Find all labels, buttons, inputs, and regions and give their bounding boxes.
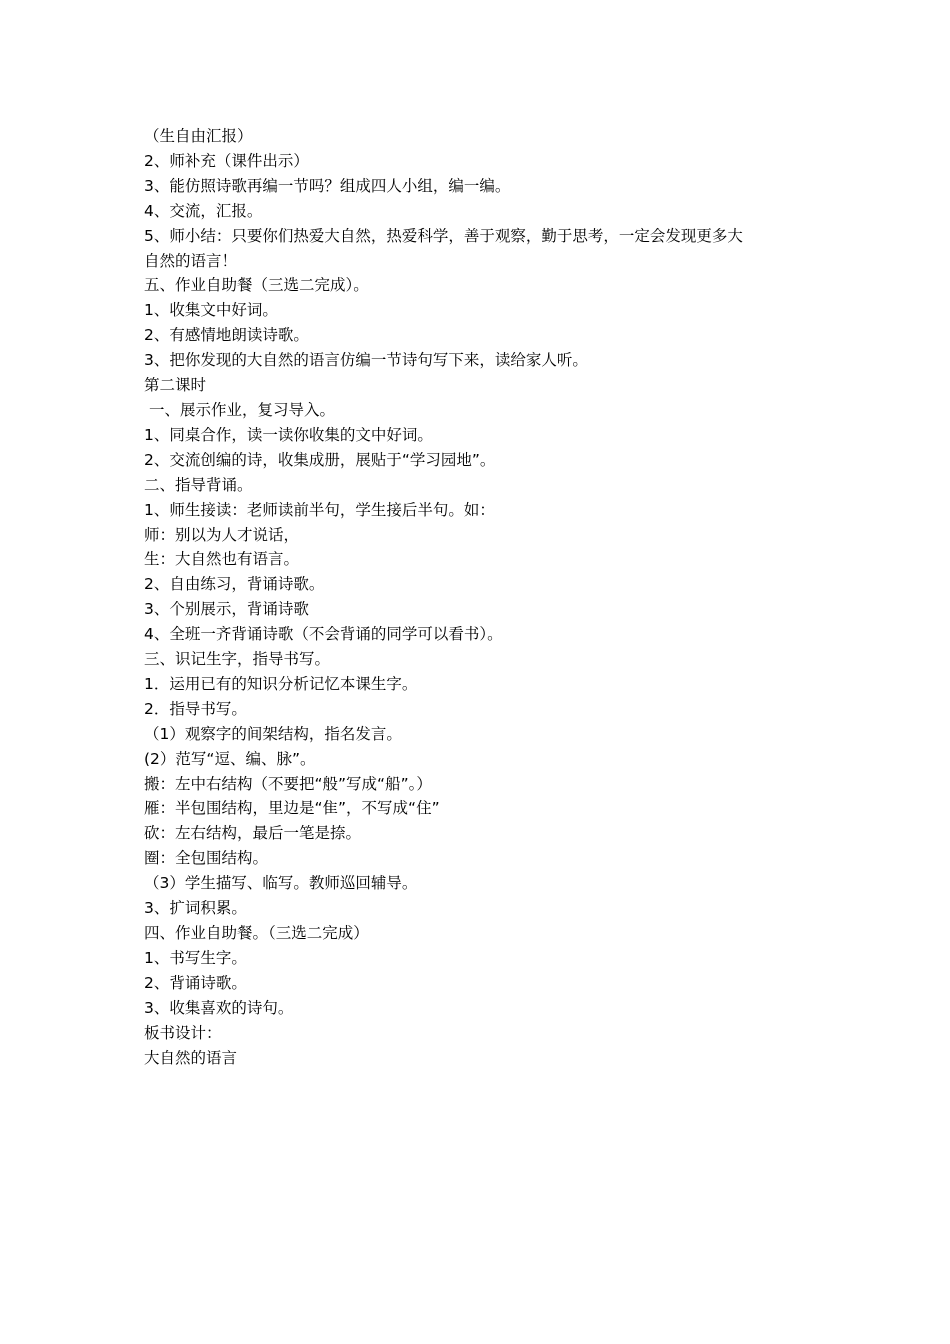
text-line: 1、收集文中好词。	[144, 301, 278, 320]
text-line: 2、交流创编的诗，收集成册，展贴于“学习园地”。	[144, 450, 496, 469]
text-line: 砍：左右结构，最后一笔是捺。	[144, 824, 362, 843]
text-line: 自然的语言！	[144, 251, 238, 270]
text-line: 1、师生接读：老师读前半句，学生接后半句。如：	[144, 500, 495, 519]
section-heading: 四、作业自助餐。（三选二完成）	[144, 924, 369, 942]
text-line: 5、师小结：只要你们热爱大自然，热爱科学，善于观察，勤于思考，一定会发现更多大	[144, 226, 743, 245]
text-line: 3、把你发现的大自然的语言仿编一节诗句写下来，读给家人听。	[144, 351, 588, 370]
text-line: 4、交流，汇报。	[144, 201, 263, 220]
text-line: 搬：左中右结构（不要把“般”写成“船”。）	[144, 774, 432, 793]
document-body	[144, 124, 824, 1070]
section-heading: 五、作业自助餐（三选二完成）。	[144, 276, 369, 295]
section-heading: 三、识记生字，指导书写。	[144, 650, 331, 669]
text-line: 3、能仿照诗歌再编一节吗？组成四人小组，编一编。	[144, 176, 511, 195]
text-line: 大自然的语言	[144, 1048, 238, 1067]
text-line: (2）范写“逗、编、脉”。	[144, 749, 316, 768]
text-line: 师：别以为人才说话，	[144, 525, 300, 544]
section-heading: 一、展示作业，复习导入。	[144, 400, 335, 419]
text-line: 2、有感情地朗读诗歌。	[144, 326, 309, 345]
text-line: 1、同桌合作，读一读你收集的文中好词。	[144, 425, 433, 444]
text-line: 2、背诵诗歌。	[144, 973, 247, 992]
section-heading: 二、指导背诵。	[144, 475, 253, 494]
text-line: 3、扩词积累。	[144, 899, 247, 918]
text-line: 生：大自然也有语言。	[144, 550, 300, 569]
text-line: 3、个别展示，背诵诗歌	[144, 600, 309, 619]
text-line: 1、书写生字。	[144, 948, 247, 967]
text-line: 2、自由练习，背诵诗歌。	[144, 575, 325, 594]
text-line: 圈：全包围结构。	[144, 849, 269, 868]
text-line: 1．运用已有的知识分析记忆本课生字。	[144, 674, 418, 693]
text-line: 2、师补充（课件出示）	[144, 151, 309, 170]
text-line: 雁：半包围结构，里边是“隹”，不写成“住”	[144, 799, 440, 818]
text-line: 3、收集喜欢的诗句。	[144, 998, 294, 1017]
lesson-heading: 第二课时	[144, 376, 207, 395]
text-line: （生自由汇报）	[144, 127, 253, 145]
text-line: （1）观察字的间架结构，指名发言。	[144, 724, 402, 743]
text-line: 板书设计：	[144, 1023, 222, 1042]
text-line: （3）学生描写、临写。教师巡回辅导。	[144, 874, 418, 893]
text-line: 2．指导书写。	[144, 699, 247, 718]
text-line: 4、全班一齐背诵诗歌（不会背诵的同学可以看书）。	[144, 625, 503, 644]
